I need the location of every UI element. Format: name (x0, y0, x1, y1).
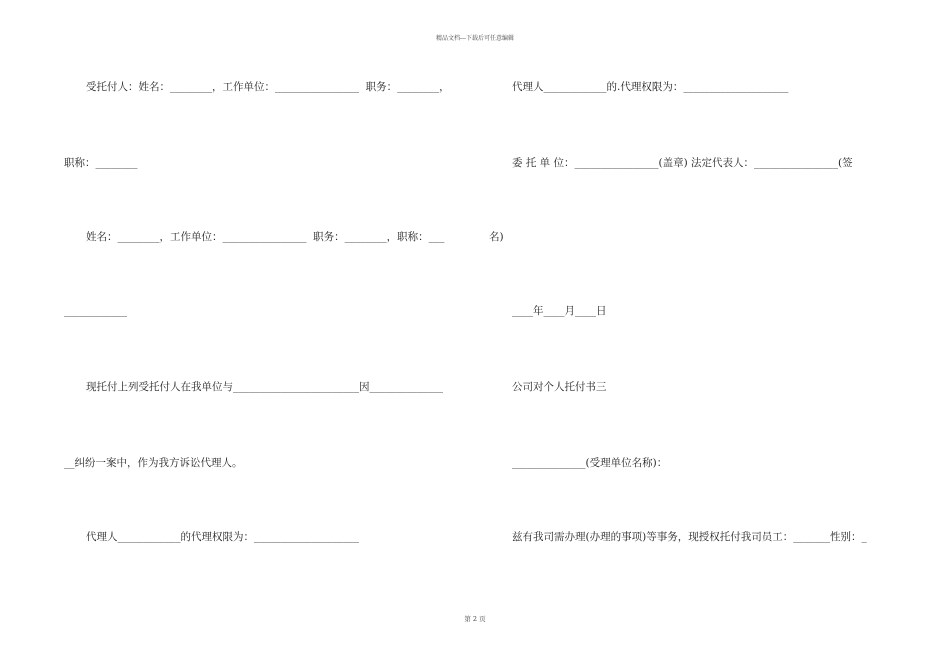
blank-line: ____________ (64, 305, 127, 317)
date-line: ____年____月____日 (512, 305, 607, 317)
principal-name-line: 受托付人：姓名：________，工作单位：________________ 职务：________， (86, 81, 450, 93)
page-number: 第 2 页 (464, 615, 486, 623)
authorization-statement-line: 兹有我司需办理(办理的事项)等事务，现授权托付我司员工：_______性别：_ (512, 531, 867, 543)
agent-authority-line: 代理人____________的代理权限为：____________________ (86, 531, 359, 543)
principal-title-line: 职称：________ (64, 157, 138, 169)
dispute-case-line: __纠纷一案中，作为我方诉讼代理人。 (64, 457, 243, 469)
entrusting-unit-line: 委 托 单 位：________________(盖章) 法定代表人：________________(签 (512, 157, 853, 169)
second-principal-line: 姓名：________，工作单位：________________ 职务：________，职称：___ (86, 231, 445, 243)
receiving-unit-line: ______________(受理单位名称)： (512, 457, 668, 469)
agent-authority-line-right: 代理人____________的.代理权限为：____________________ (512, 81, 789, 93)
section-title: 公司对个人托付书三 (512, 381, 607, 393)
entrust-statement-line: 现托付上列受托付人在我单位与________________________因______________ (86, 381, 443, 393)
signature-continuation: 名) (489, 231, 504, 243)
page-header: 精品文档---下载后可任意编辑 (435, 35, 515, 42)
